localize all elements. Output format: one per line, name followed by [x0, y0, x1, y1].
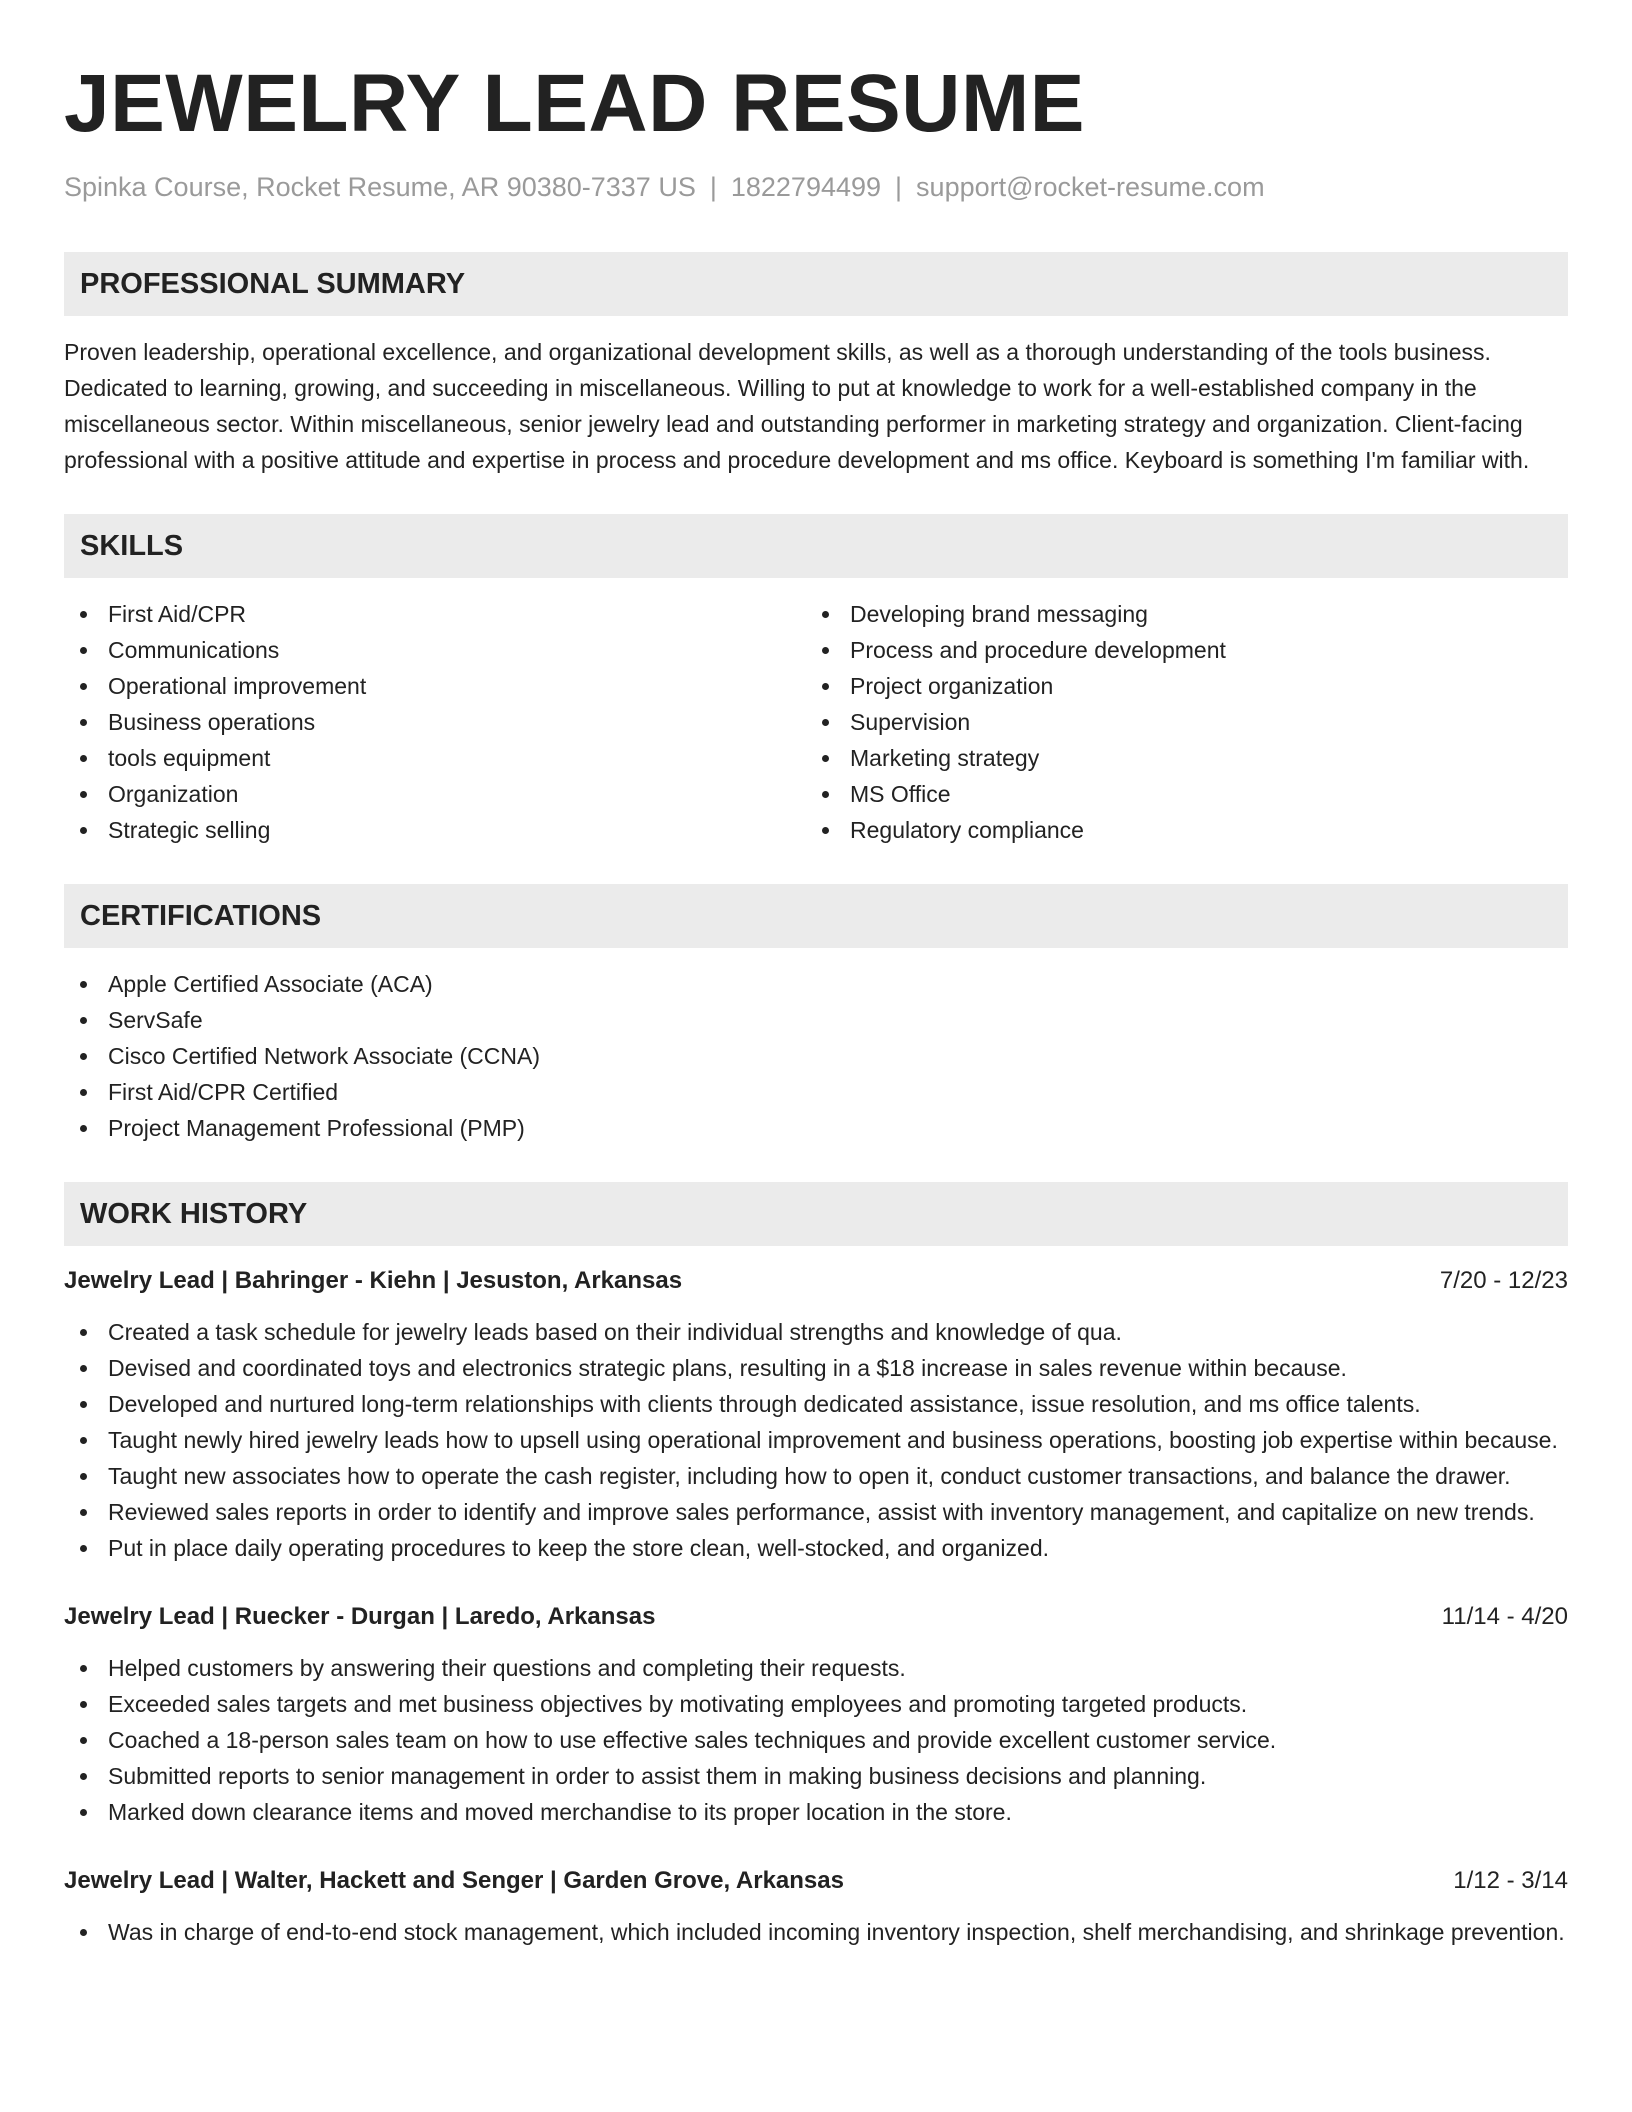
contact-email[interactable]: support@rocket-resume.com: [916, 172, 1265, 202]
summary-heading: PROFESSIONAL SUMMARY: [64, 252, 1568, 316]
job-bullet: Created a task schedule for jewelry leads based on their individual strengths and knowledge of qua.: [64, 1314, 1568, 1350]
skill-item: Regulatory compliance: [806, 812, 1548, 848]
certification-item: First Aid/CPR Certified: [64, 1074, 1568, 1110]
job-entry: [64, 1864, 1568, 1950]
job-bullets: [64, 1914, 1568, 1950]
skill-item: Business operations: [64, 704, 806, 740]
job-bullet: Coached a 18-person sales team on how to use effective sales techniques and provide excellent customer service.: [64, 1722, 1568, 1758]
contact-separator: |: [895, 172, 903, 202]
skill-item: Process and procedure development: [806, 632, 1548, 668]
certifications-list: [64, 966, 1568, 1146]
summary-text: Proven leadership, operational excellence, and organizational development skills, as well as a thorough understanding of the tools business. Dedicated to learning, growing, and succeeding in miscellaneous. Willing to put at knowledge to work for a well-established company in the miscellaneous sector. Within miscellaneous, senior jewelry lead and outstanding performer in marketing strategy and organization. Client-facing professional with a positive attitude and expertise in process and procedure development and ms office. Keyboard is something I'm familiar with.: [64, 339, 1530, 473]
resume-title: JEWELRY LEAD RESUME: [64, 58, 1085, 149]
work-history-heading: WORK HISTORY: [64, 1182, 1568, 1246]
skill-item: First Aid/CPR: [64, 596, 806, 632]
job-header: [64, 1264, 1568, 1298]
job-bullet: Devised and coordinated toys and electronics strategic plans, resulting in a $18 increase in sales revenue within because.: [64, 1350, 1568, 1386]
certification-item: ServSafe: [64, 1002, 1568, 1038]
skill-item: Communications: [64, 632, 806, 668]
job-bullets: [64, 1314, 1568, 1566]
certifications-heading: CERTIFICATIONS: [64, 884, 1568, 948]
job-bullets: [64, 1650, 1568, 1830]
contact-separator: |: [709, 172, 717, 202]
job-header: [64, 1600, 1568, 1634]
skill-item: Developing brand messaging: [806, 596, 1548, 632]
job-bullet: Taught new associates how to operate the cash register, including how to open it, conduct customer transactions, and balance the drawer.: [64, 1458, 1568, 1494]
job-bullet: Taught newly hired jewelry leads how to upsell using operational improvement and business operations, boosting job expertise within because.: [64, 1422, 1568, 1458]
skill-item: Project organization: [806, 668, 1548, 704]
skill-item: Strategic selling: [64, 812, 806, 848]
job-bullet: Exceeded sales targets and met business objectives by motivating employees and promoting targeted products.: [64, 1686, 1568, 1722]
skill-item: Organization: [64, 776, 806, 812]
job-bullet: Put in place daily operating procedures to keep the store clean, well-stocked, and organized.: [64, 1530, 1568, 1566]
job-bullet: Helped customers by answering their questions and completing their requests.: [64, 1650, 1568, 1686]
certification-item: Apple Certified Associate (ACA): [64, 966, 1568, 1002]
job-dates: 1/12 - 3/14: [1453, 1867, 1568, 1894]
certification-item: Cisco Certified Network Associate (CCNA): [64, 1038, 1568, 1074]
job-bullet: Developed and nurtured long-term relationships with clients through dedicated assistance, issue resolution, and ms office talents.: [64, 1386, 1568, 1422]
job-dates: 11/14 - 4/20: [1441, 1603, 1568, 1630]
job-title: Jewelry Lead | Bahringer - Kiehn | Jesuston, Arkansas: [64, 1267, 683, 1294]
contact-phone: 1822794499: [730, 172, 882, 202]
job-title: Jewelry Lead | Walter, Hackett and Senger | Garden Grove, Arkansas: [64, 1867, 844, 1894]
resume-page: [64, 0, 1568, 1950]
job-bullet: Marked down clearance items and moved merchandise to its proper location in the store.: [64, 1794, 1568, 1830]
skill-item: Supervision: [806, 704, 1548, 740]
contact-address: Spinka Course, Rocket Resume, AR 90380-7337 US: [64, 172, 696, 202]
skills-heading: SKILLS: [64, 514, 1568, 578]
skill-item: Marketing strategy: [806, 740, 1548, 776]
skills-column-right: [806, 596, 1548, 848]
job-header: [64, 1864, 1568, 1898]
contact-line: [64, 170, 1568, 204]
job-bullet: Was in charge of end-to-end stock management, which included incoming inventory inspection, shelf merchandising, and shrinkage prevention.: [64, 1914, 1568, 1950]
skill-item: Operational improvement: [64, 668, 806, 704]
skill-item: tools equipment: [64, 740, 806, 776]
certification-item: Project Management Professional (PMP): [64, 1110, 1568, 1146]
skill-item: MS Office: [806, 776, 1548, 812]
job-bullet: Reviewed sales reports in order to identify and improve sales performance, assist with inventory management, and capitalize on new trends.: [64, 1494, 1568, 1530]
job-entry: [64, 1600, 1568, 1830]
job-title: Jewelry Lead | Ruecker - Durgan | Laredo, Arkansas: [64, 1603, 656, 1630]
skills-column-left: [64, 596, 806, 848]
skills-list: [64, 596, 1568, 848]
job-bullet: Submitted reports to senior management in order to assist them in making business decisions and planning.: [64, 1758, 1568, 1794]
job-dates: 7/20 - 12/23: [1439, 1267, 1568, 1294]
job-entry: [64, 1264, 1568, 1566]
